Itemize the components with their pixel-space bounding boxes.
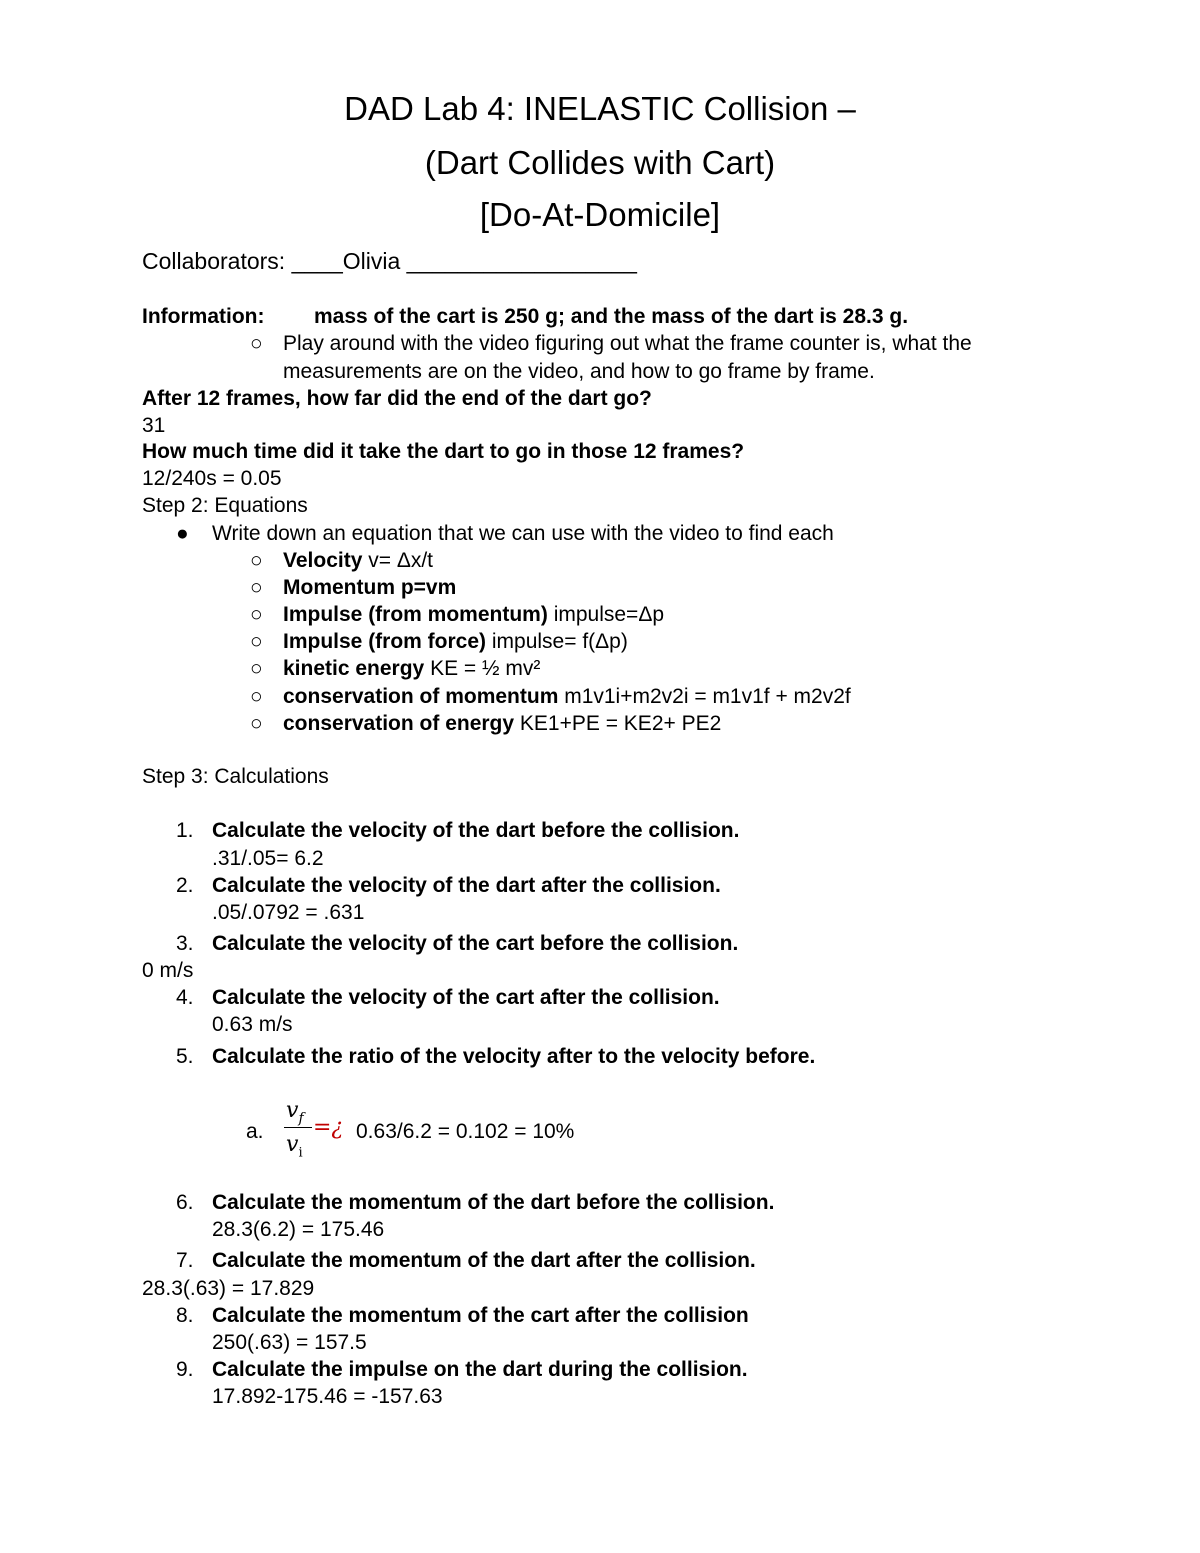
equation-formula: KE1+PE = KE2+ PE2 — [514, 712, 722, 735]
calc-answer-9: 17.892-175.46 = -157.63 — [212, 1385, 443, 1408]
math-subscript: i — [298, 1145, 303, 1161]
equation-impulse-momentum — [283, 604, 664, 625]
calc-question-9: Calculate the impulse on the dart during the collision. — [212, 1358, 748, 1381]
calc-answer-2: .05/.0792 = .631 — [212, 901, 365, 924]
hollow-bullet-icon: ○ — [250, 549, 263, 572]
step3-heading: Step 3: Calculations — [142, 765, 329, 788]
title-line-3: [Do-At-Domicile] — [479, 196, 721, 233]
list-number: 7. — [176, 1249, 194, 1272]
fraction-bar — [284, 1127, 312, 1128]
answer-time: 12/240s = 0.05 — [142, 467, 282, 490]
calc-answer-7: 28.3(.63) = 17.829 — [142, 1277, 315, 1300]
hollow-bullet-icon: ○ — [250, 712, 263, 735]
equation-momentum — [283, 577, 456, 598]
equation-label: kinetic energy — [283, 657, 425, 680]
sub-item-letter: a. — [246, 1120, 264, 1143]
title-line-2: (Dart Collides with Cart) — [424, 144, 776, 181]
question-distance: After 12 frames, how far did the end of the dart go? — [142, 387, 652, 410]
equation-conservation-energy — [283, 713, 721, 734]
equation-velocity — [283, 550, 433, 571]
question-time: How much time did it take the dart to go in those 12 frames? — [142, 440, 745, 463]
math-subscript: f — [298, 1110, 304, 1127]
calc-question-7: Calculate the momentum of the dart after the collision. — [212, 1249, 756, 1272]
calc-answer-6: 28.3(6.2) = 175.46 — [212, 1218, 385, 1241]
equation-formula: impulse= f(Δp) — [486, 630, 628, 653]
ratio-numerator — [286, 1100, 304, 1125]
equation-label: Impulse (from momentum) — [283, 603, 548, 626]
equation-impulse-force — [283, 631, 628, 652]
step2-bullet-text: Write down an equation that we can use with the video to find each — [212, 522, 834, 545]
list-number: 3. — [176, 932, 194, 955]
equation-label: conservation of energy — [283, 712, 515, 735]
list-number: 6. — [176, 1191, 194, 1214]
calc-answer-1: .31/.05= 6.2 — [212, 847, 324, 870]
calc-question-1: Calculate the velocity of the dart before the collision. — [212, 819, 740, 842]
hollow-bullet-icon: ○ — [250, 657, 263, 680]
answer-distance: 31 — [142, 414, 166, 437]
equation-formula: impulse=Δp — [547, 603, 665, 626]
equation-label: Momentum p=vm — [283, 576, 457, 599]
information-text: mass of the cart is 250 g; and the mass of the dart is 28.3 g. — [314, 305, 909, 328]
math-variable: v — [286, 1098, 299, 1123]
information-note-line-2: measurements are on the video, and how to go frame by frame. — [283, 360, 875, 383]
list-number: 9. — [176, 1358, 194, 1381]
equation-formula: m1v1i+m2v2i = m1v1f + m2v2f — [558, 685, 851, 708]
ratio-value: 0.63/6.2 = 0.102 = 10% — [356, 1120, 575, 1143]
ratio-denominator — [286, 1134, 303, 1159]
calc-question-2: Calculate the velocity of the dart after the collision. — [212, 874, 721, 897]
hollow-bullet-icon: ○ — [250, 685, 263, 708]
calc-question-3: Calculate the velocity of the cart before the collision. — [212, 932, 739, 955]
equation-kinetic-energy — [283, 658, 540, 679]
filled-bullet-icon: ● — [176, 522, 189, 545]
calc-question-4: Calculate the velocity of the cart after the collision. — [212, 986, 720, 1009]
equation-formula: v= Δx/t — [362, 549, 434, 572]
hollow-bullet-icon: ○ — [250, 332, 263, 355]
math-error-symbol: =¿ — [313, 1115, 344, 1140]
information-note-line-1: Play around with the video figuring out what the frame counter is, what the — [283, 332, 972, 355]
calc-question-6: Calculate the momentum of the dart before the collision. — [212, 1191, 775, 1214]
calc-answer-8: 250(.63) = 157.5 — [212, 1331, 367, 1354]
list-number: 5. — [176, 1045, 194, 1068]
hollow-bullet-icon: ○ — [250, 603, 263, 626]
list-number: 8. — [176, 1304, 194, 1327]
math-variable: v — [286, 1132, 299, 1157]
equation-label: Velocity — [283, 549, 363, 572]
equation-formula: KE = ½ mv² — [424, 657, 541, 680]
information-label: Information: — [142, 305, 265, 328]
calc-question-5: Calculate the ratio of the velocity after to the velocity before. — [212, 1045, 816, 1068]
calc-answer-4: 0.63 m/s — [212, 1013, 293, 1036]
list-number: 4. — [176, 986, 194, 1009]
calc-question-8: Calculate the momentum of the cart after the collision — [212, 1304, 749, 1327]
collaborators-line: Collaborators: ____Olivia __________________ — [142, 248, 637, 274]
equation-label: Impulse (from force) — [283, 630, 487, 653]
hollow-bullet-icon: ○ — [250, 630, 263, 653]
hollow-bullet-icon: ○ — [250, 576, 263, 599]
equation-conservation-momentum — [283, 686, 851, 707]
equation-label: conservation of momentum — [283, 685, 559, 708]
list-number: 2. — [176, 874, 194, 897]
title-line-1: DAD Lab 4: INELASTIC Collision – — [344, 90, 856, 127]
list-number: 1. — [176, 819, 194, 842]
calc-answer-3: 0 m/s — [142, 959, 194, 982]
step2-heading: Step 2: Equations — [142, 494, 308, 517]
